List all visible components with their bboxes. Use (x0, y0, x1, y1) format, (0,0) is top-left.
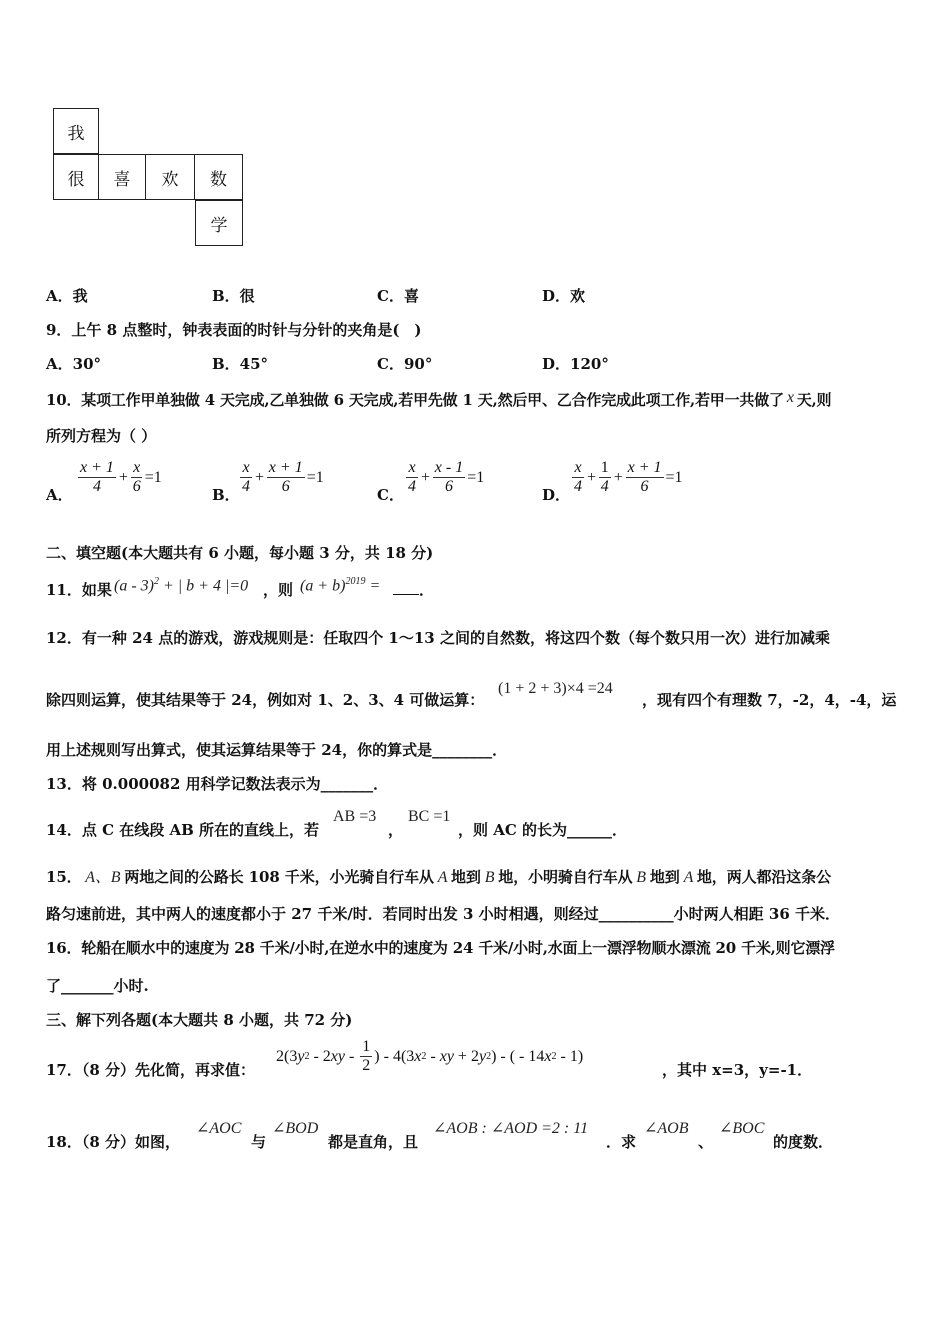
q18-pre: 18．（8 分）如图， (46, 1133, 181, 1151)
q18-post: 的度数． (773, 1133, 834, 1151)
section3-heading: 三、解下列各题(本大题共 8 小题，共 72 分) (46, 1011, 353, 1029)
q11-mid: ，则 (263, 581, 294, 599)
q10-text: 10．某项工作甲单独做 4 天完成,乙单独做 6 天完成,若甲先做 1 天,然后甲、乙合作完成此项工作,若甲一共做了 (46, 391, 784, 409)
q13-text: 13．将 0.000082 用科学记数法表示为_______． (46, 775, 389, 793)
q14-ab: AB =3 (333, 808, 377, 825)
q12-example-formula: (1 + 2 + 3)×4 =24 (498, 680, 613, 697)
q11-answer (393, 580, 434, 600)
q10-line1 (46, 388, 831, 410)
q10-option-c-label: C． (377, 486, 404, 504)
q10-option-b-label: B． (212, 486, 240, 504)
q8-option-c: C．喜 (377, 287, 419, 305)
q17-post: ，其中 x=3，y=-1． (662, 1061, 813, 1079)
q11-post: ． (419, 581, 435, 599)
q9-option-c: C．90° (377, 355, 433, 373)
q15-num: 15． (46, 868, 82, 886)
q12-line1: 12．有一种 24 点的游戏，游戏规则是：任取四个 1～13 之间的自然数，将这四个数（每个数只用一次）进行加减乘 (46, 629, 830, 647)
q18-and: 与 (251, 1133, 267, 1151)
q12-line2a: 除四则运算，使其结果等于 24，例如对 1、2、3、4 可做运算： (46, 691, 485, 709)
q10-option-a-label: A． (46, 486, 73, 504)
q12-line2b: ，现有四个有理数 7，-2，4，-4，运 (642, 691, 897, 709)
q9-option-d: D．120° (542, 355, 609, 373)
q15-ab: A、B (81, 869, 125, 886)
q15-t4: 地，小明骑自行车从 (498, 868, 633, 886)
q8-option-a: A．我 (46, 287, 88, 305)
q18-sep: 、 (698, 1133, 714, 1151)
q10-option-a-equation: $\frac{x + 1}{4}$ + $\frac{x}{6}$ =1 (80, 459, 162, 495)
q15-a2: A (679, 869, 697, 886)
q10-text-tail: 天,则 (796, 391, 832, 409)
q11-pre: 11．如果 (46, 581, 112, 599)
q8-option-b: B．很 (212, 287, 255, 305)
q12-line3: 用上述规则写出算式，使其运算结果等于 24，你的算式是________． (46, 741, 508, 759)
q11-expression: $(a + b)^{2019}$ = (300, 576, 381, 595)
q18-angle-aoc: ∠AOC (196, 1120, 242, 1137)
q14-post: ，则 AC 的长为______． (458, 821, 628, 839)
q10-var: x (786, 389, 794, 406)
q10-option-d-label: D． (542, 486, 571, 504)
net-cell-1: 我 (53, 108, 99, 154)
q15-t6: 地，两人都沿这条公 (696, 868, 831, 886)
q18-angle-aob: ∠AOB (644, 1120, 689, 1137)
q18-ask: ．求 (606, 1133, 637, 1151)
q10-option-d-equation: $\frac{x}{4}$ + $\frac{1}{4}$ + $\frac{x + 1}{6}$ =1 (574, 459, 683, 495)
q17-expression: 2(3 y 2 - 2 xy - $\frac{1}{2}$ ) - 4(3 x 2 - xy + 2 y 2 ) - ( - 14 x 2 - 1) (276, 1038, 584, 1074)
net-cell-2: 很 (53, 154, 99, 200)
section2-heading: 二、填空题(本大题共有 6 小题，每小题 3 分，共 18 分) (46, 544, 434, 562)
q15-b2: B (632, 869, 650, 886)
q15-line1 (46, 867, 831, 888)
q10-line2: 所列方程为（ ） (46, 427, 157, 445)
q16-line1: 16．轮船在顺水中的速度为 28 千米/小时,在逆水中的速度为 24 千米/小时,水面上一漂浮物顺水漂流 20 千米,则它漂浮 (46, 939, 835, 957)
net-cell-6: 学 (195, 200, 243, 246)
q18-angle-boc: ∠BOC (719, 1120, 765, 1137)
q9-option-b: B．45° (212, 355, 269, 373)
net-cell-4: 欢 (146, 154, 195, 200)
q15-b1: B (480, 869, 499, 886)
q15-t2: 两地之间的公路长 108 千米，小光骑自行车从 (124, 868, 434, 886)
q15-a1: A (433, 869, 451, 886)
q18-mid: 都是直角，且 (328, 1133, 419, 1151)
q14-pre: 14．点 C 在线段 AB 所在的直线上，若 (46, 821, 320, 839)
q9-option-a: A．30° (46, 355, 102, 373)
q10-option-c-equation: $\frac{x}{4}$ + $\frac{x - 1}{6}$ =1 (408, 459, 485, 495)
q15-line2: 路匀速前进，其中两人的速度都小于 27 千米/时．若同时出发 3 小时相遇，则经过__________小时两人相距 36 千米． (46, 905, 841, 923)
q17-pre: 17．（8 分）先化简，再求值： (46, 1061, 256, 1079)
q15-t3: 地到 (451, 868, 481, 886)
q10-option-b-equation: $\frac{x}{4}$ + $\frac{x + 1}{6}$ =1 (242, 459, 324, 495)
q9-text: 9．上午 8 点整时，钟表表面的时针与分针的夹角是( ) (46, 321, 422, 339)
net-cell-5: 数 (195, 154, 243, 200)
q15-t5: 地到 (649, 868, 680, 886)
q8-option-d: D．欢 (542, 287, 586, 305)
q16-line2: 了_______小时. (46, 977, 149, 995)
q11-condition: (a - 3)$^2$ + | b + 4 |=0 (114, 576, 249, 595)
q18-angle-bod: ∠BOD (272, 1120, 319, 1137)
q18-ratio: ∠AOB : ∠AOD =2 : 11 (433, 1120, 589, 1137)
net-cell-3: 喜 (99, 154, 146, 200)
q14-bc: BC =1 (408, 808, 451, 825)
q14-comma: ， (388, 821, 404, 839)
